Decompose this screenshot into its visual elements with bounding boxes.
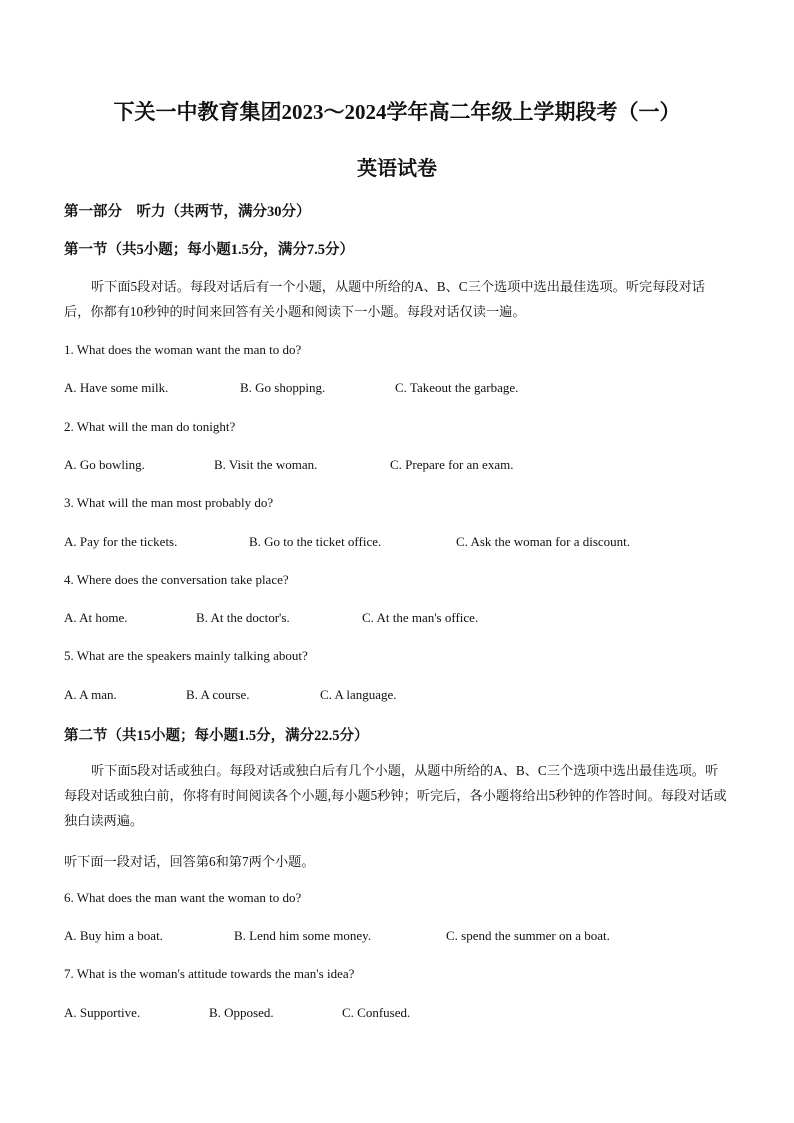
q4-option-b: B. At the doctor's. <box>196 610 290 625</box>
q3-option-b: B. Go to the ticket office. <box>249 534 382 549</box>
section1-instructions-text: 听下面5段对话。每段对话后有一个小题，从题中所给的A、B、C三个选项中选出最佳选项。听完每段对话后，你都有10秒钟的时间来回答有关小题和阅读下一小题。每段对话仅读一遍。 <box>64 279 705 319</box>
q1-option-a: A. Have some milk. <box>64 380 169 395</box>
q7-option-a: A. Supportive. <box>64 1005 141 1020</box>
exam-subtitle: 英语试卷 <box>357 158 437 180</box>
q1-option-b: B. Go shopping. <box>240 380 326 395</box>
section2-heading: 第二节（共15小题；每小题1.5分，满分22.5分） <box>64 728 369 744</box>
question-2: 2. What will the man do tonight? <box>64 419 236 434</box>
section2-instructions <box>64 758 730 833</box>
part1-heading: 第一部分 听力（共两节，满分30分） <box>64 204 311 220</box>
question-4: 4. Where does the conversation take place? <box>64 572 289 587</box>
q2-option-b: B. Visit the woman. <box>214 457 318 472</box>
question-7: 7. What is the woman's attitude towards the man's idea? <box>64 966 355 981</box>
section1-instructions <box>64 274 730 324</box>
exam-title: 下关一中教育集团2023～2024学年高二年级上学期段考（一） <box>113 100 681 124</box>
q6-option-a: A. Buy him a boat. <box>64 928 163 943</box>
section1-heading: 第一节（共5小题；每小题1.5分，满分7.5分） <box>64 242 354 258</box>
q1-option-c: C. Takeout the garbage. <box>395 380 519 395</box>
q2-option-a: A. Go bowling. <box>64 457 145 472</box>
q4-option-c: C. At the man's office. <box>362 610 479 625</box>
q5-option-c: C. A language. <box>320 687 397 702</box>
question-5: 5. What are the speakers mainly talking about? <box>64 648 308 663</box>
q3-option-c: C. Ask the woman for a discount. <box>456 534 631 549</box>
q2-option-c: C. Prepare for an exam. <box>390 457 514 472</box>
q5-option-a: A. A man. <box>64 687 117 702</box>
dialog-note: 听下面一段对话，回答第6和第7两个小题。 <box>64 854 315 869</box>
section2-instructions-text: 听下面5段对话或独白。每段对话或独白后有几个小题，从题中所给的A、B、C三个选项中选出最佳选项。听每段对话或独白前，你将有时间阅读各个小题,每小题5秒钟；听完后，各小题将给出5秒钟的作答时间。每段对话或独白读两遍。 <box>64 763 727 828</box>
q6-option-b: B. Lend him some money. <box>234 928 372 943</box>
q5-option-b: B. A course. <box>186 687 250 702</box>
q4-option-a: A. At home. <box>64 610 128 625</box>
q6-option-c: C. spend the summer on a boat. <box>446 928 610 943</box>
question-1: 1. What does the woman want the man to do? <box>64 342 302 357</box>
q7-option-c: C. Confused. <box>342 1005 411 1020</box>
question-3: 3. What will the man most probably do? <box>64 495 274 510</box>
q7-option-b: B. Opposed. <box>209 1005 274 1020</box>
q3-option-a: A. Pay for the tickets. <box>64 534 178 549</box>
question-6: 6. What does the man want the woman to do? <box>64 890 302 905</box>
